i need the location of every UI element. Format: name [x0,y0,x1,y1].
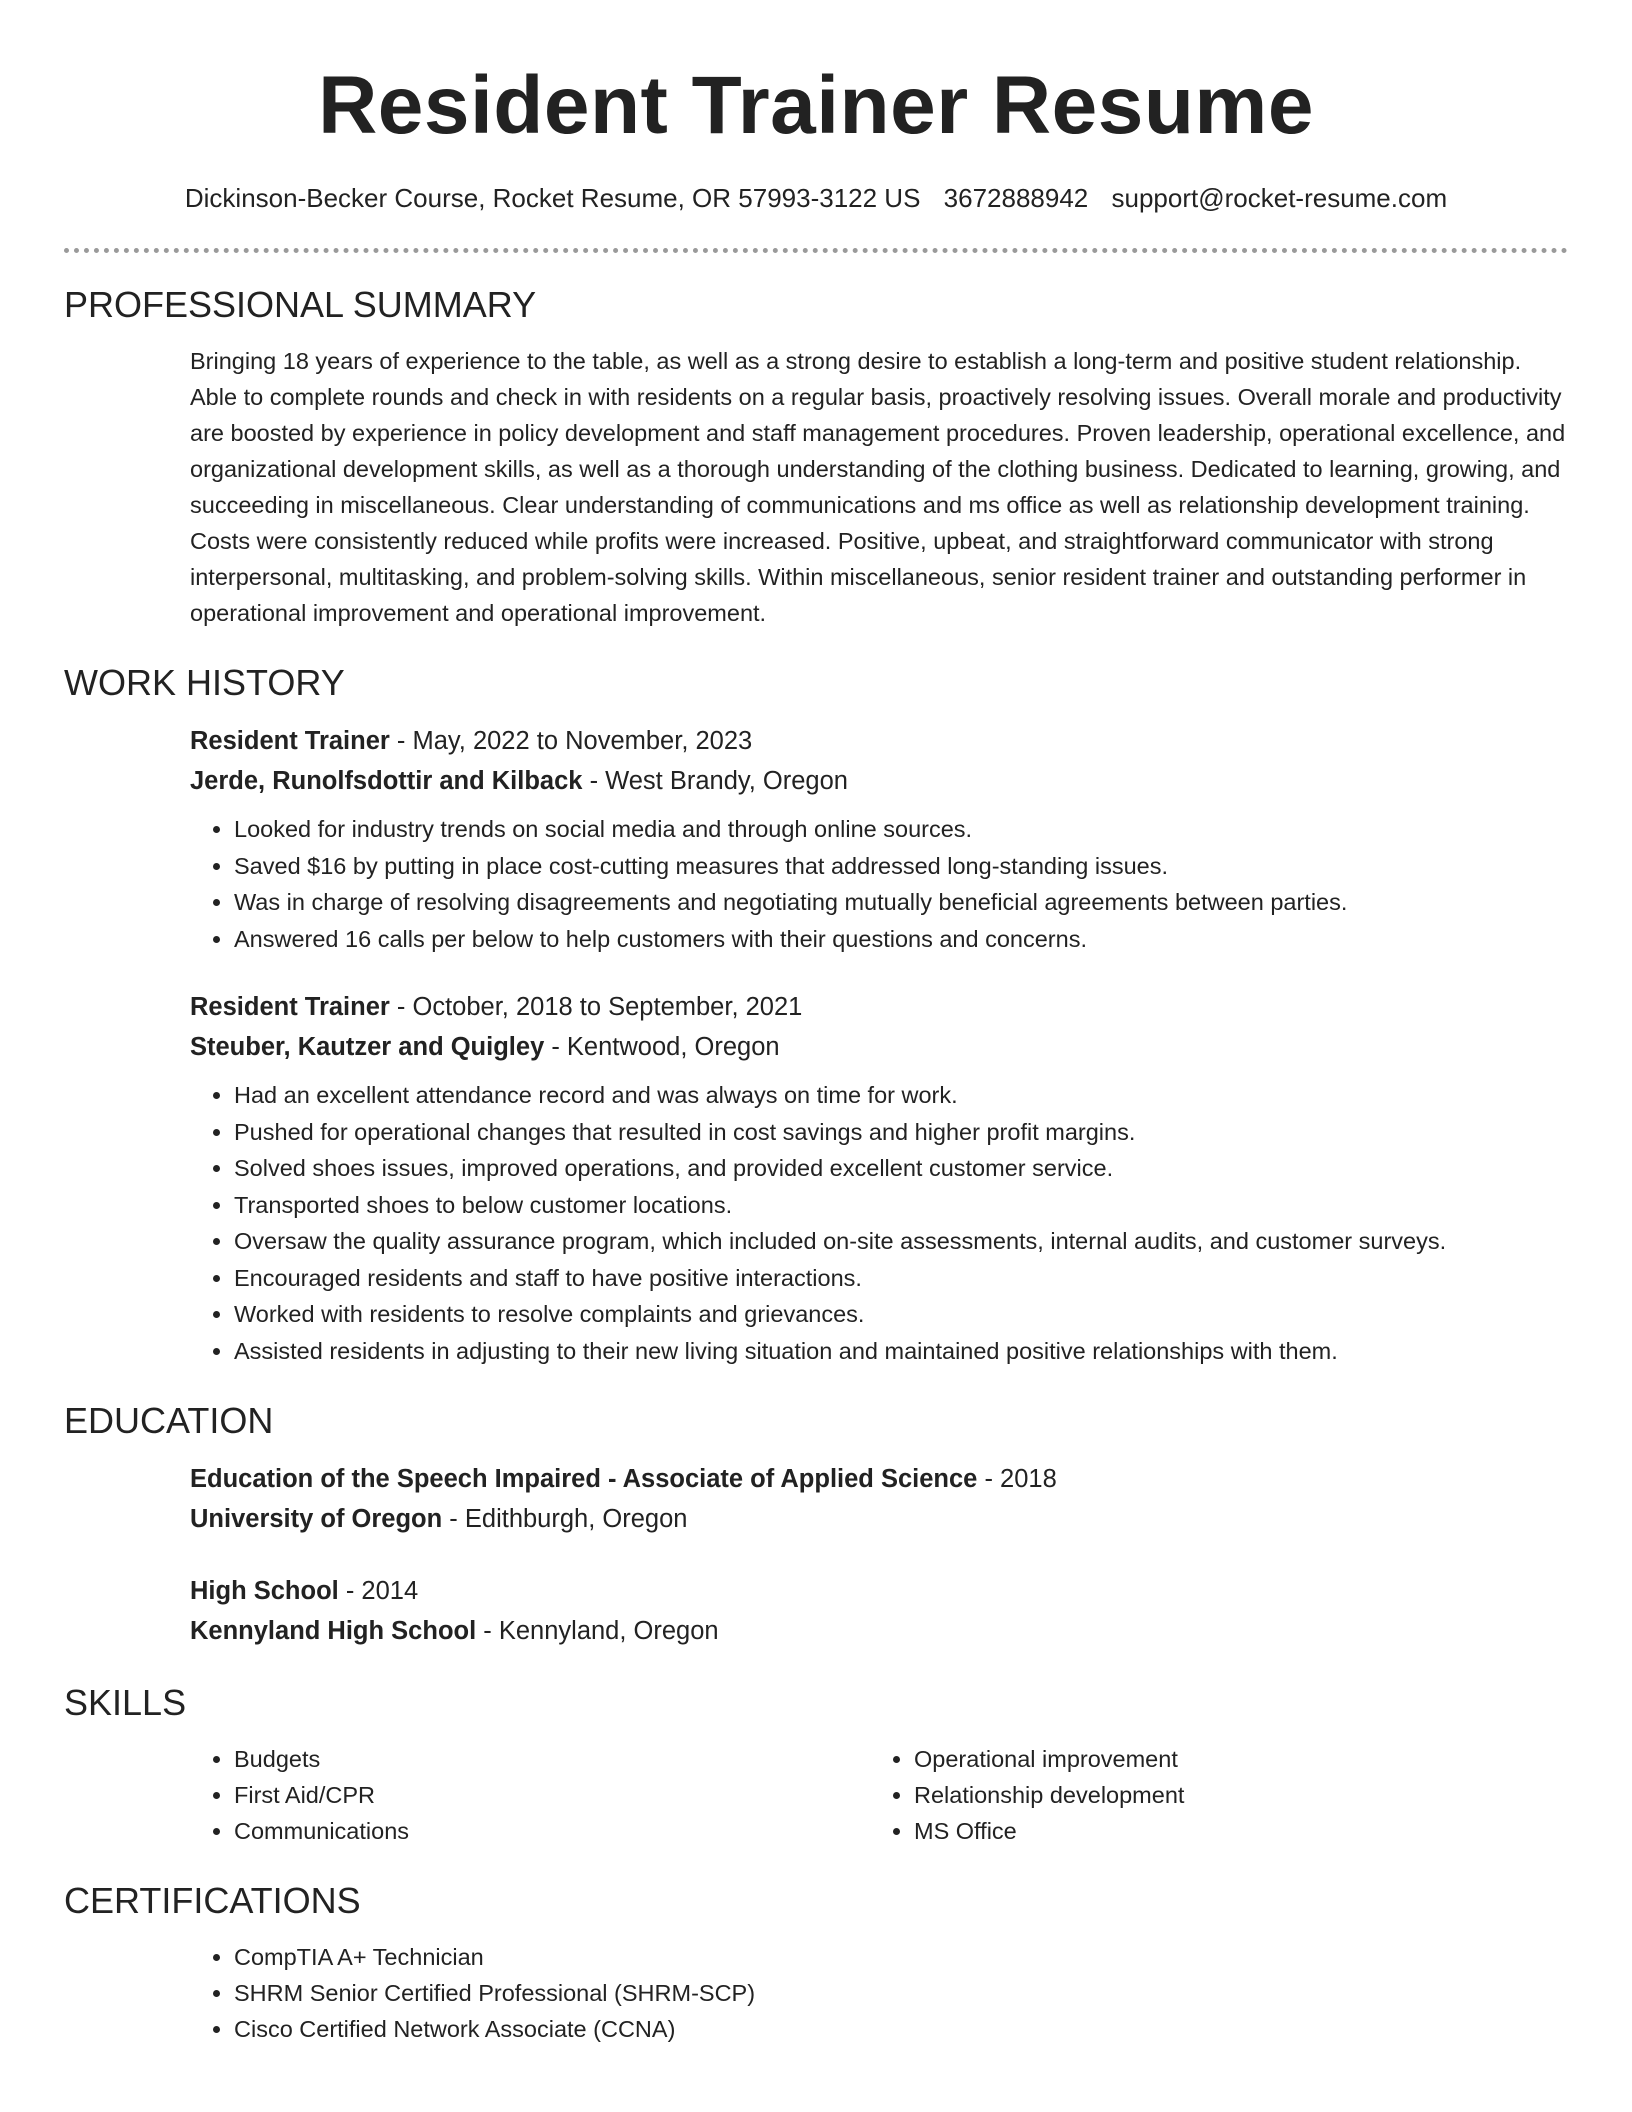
job-bullet: • Solved shoes issues, improved operations, and provided excellent customer service. [234,1150,1568,1187]
job-dates: - October, 2018 to September, 2021 [389,993,803,1021]
job-location: - West Brandy, Oregon [582,767,848,795]
contact-info [64,180,1568,216]
skills-grid [190,1741,1568,1849]
skill-item: • Budgets [234,1741,870,1777]
job-bullet: • Answered 16 calls per below to help customers with their questions and concerns. [234,921,1568,958]
summary-body [190,343,1568,631]
education-year: - 2018 [977,1465,1057,1493]
certification-item: • CompTIA A+ Technician [234,1939,1568,1975]
job-company-line [190,1027,1568,1067]
job-company: Steuber, Kautzer and Quigley [190,1033,545,1061]
job-bullet: • Encouraged residents and staff to have positive interactions. [234,1260,1568,1297]
certification-item: • SHRM Senior Certified Professional (SHRM-SCP) [234,1975,1568,2011]
skills-list-right [870,1741,1568,1849]
certification-item: • Cisco Certified Network Associate (CCNA) [234,2011,1568,2047]
education-section [64,1399,1568,1651]
job-bullet: • Worked with residents to resolve complaints and grievances. [234,1296,1568,1333]
job-bullet-list [190,811,1568,957]
work-history-section [64,661,1568,1369]
job-bullet: • Assisted residents in adjusting to their new living situation and maintained positive relationships with them. [234,1333,1568,1370]
education-degree-line [190,1571,1568,1611]
job-company-line [190,761,1568,801]
skill-item: • Relationship development [914,1777,1568,1813]
job-entry [190,721,1568,957]
certifications-heading: CERTIFICATIONS [64,1880,361,1921]
summary-text: Bringing 18 years of experience to the table, as well as a strong desire to establish a long-term and positive student relationship. Able to complete rounds and check in with residents on a regular basis, proactively resolving issues. Overall morale and productivity are boosted by experience in policy development and staff management procedures. Proven leadership, operational excellence, and organizational development skills, as well as a thorough understanding of the clothing business. Dedicated to learning, growing, and succeeding in miscellaneous. Clear understanding of communications and ms office as well as relationship development training. Costs were consistently reduced while profits were increased. Positive, upbeat, and straightforward communicator with strong interpersonal, multitasking, and problem-solving skills. Within miscellaneous, senior resident trainer and outstanding performer in operational improvement and operational improvement. [190,348,1566,626]
education-school-line [190,1611,1568,1651]
certifications-body [190,1939,1568,2047]
contact-address: Dickinson-Becker Course, Rocket Resume, OR 57993-3122 US [184,183,921,213]
job-bullet: • Oversaw the quality assurance program, which included on-site assessments, internal audits, and customer surveys. [234,1223,1568,1260]
education-entry [190,1571,1568,1651]
header-divider [64,248,1568,253]
education-degree: Education of the Speech Impaired - Associate of Applied Science [190,1465,978,1493]
job-bullet: • Pushed for operational changes that resulted in cost savings and higher profit margins. [234,1114,1568,1151]
education-location: - Kennyland, Oregon [476,1617,719,1645]
job-bullet: • Saved $16 by putting in place cost-cutting measures that addressed long-standing issues. [234,848,1568,885]
job-title-line [190,721,1568,761]
skill-item: • Communications [234,1813,870,1849]
education-entry [190,1459,1568,1539]
education-year: - 2014 [338,1577,419,1605]
skills-list-left [190,1741,870,1849]
job-bullet: • Was in charge of resolving disagreements and negotiating mutually beneficial agreements between parties. [234,884,1568,921]
job-title-line [190,987,1568,1027]
skill-item: • First Aid/CPR [234,1777,870,1813]
education-school: Kennyland High School [190,1617,477,1645]
summary-heading: PROFESSIONAL SUMMARY [64,284,537,325]
job-bullet-list [190,1077,1568,1369]
job-dates: - May, 2022 to November, 2023 [389,727,753,755]
skills-section [64,1681,1568,1849]
education-location: - Edithburgh, Oregon [442,1505,688,1533]
work-history-heading: WORK HISTORY [64,662,345,703]
education-degree: High School [190,1577,339,1605]
certifications-list [190,1939,1568,2047]
resume-title: Resident Trainer Resume [318,60,1314,151]
education-school-line [190,1499,1568,1539]
job-bullet: • Transported shoes to below customer locations. [234,1187,1568,1224]
skill-item: • MS Office [914,1813,1568,1849]
job-title: Resident Trainer [190,727,390,755]
education-school: University of Oregon [190,1505,443,1533]
contact-phone: 3672888942 [943,183,1089,213]
contact-email: support@rocket-resume.com [1111,183,1448,213]
education-body [190,1459,1568,1651]
job-bullet: • Had an excellent attendance record and was always on time for work. [234,1077,1568,1114]
work-history-body [190,721,1568,1369]
job-location: - Kentwood, Oregon [544,1033,780,1061]
job-company: Jerde, Runolfsdottir and Kilback [190,767,583,795]
skills-heading: SKILLS [64,1682,187,1723]
education-heading: EDUCATION [64,1400,274,1441]
certifications-section [64,1879,1568,2047]
job-bullet: • Looked for industry trends on social media and through online sources. [234,811,1568,848]
education-degree-line [190,1459,1568,1499]
skill-item: • Operational improvement [914,1741,1568,1777]
summary-section [64,283,1568,631]
job-title: Resident Trainer [190,993,390,1021]
job-entry [190,987,1568,1369]
